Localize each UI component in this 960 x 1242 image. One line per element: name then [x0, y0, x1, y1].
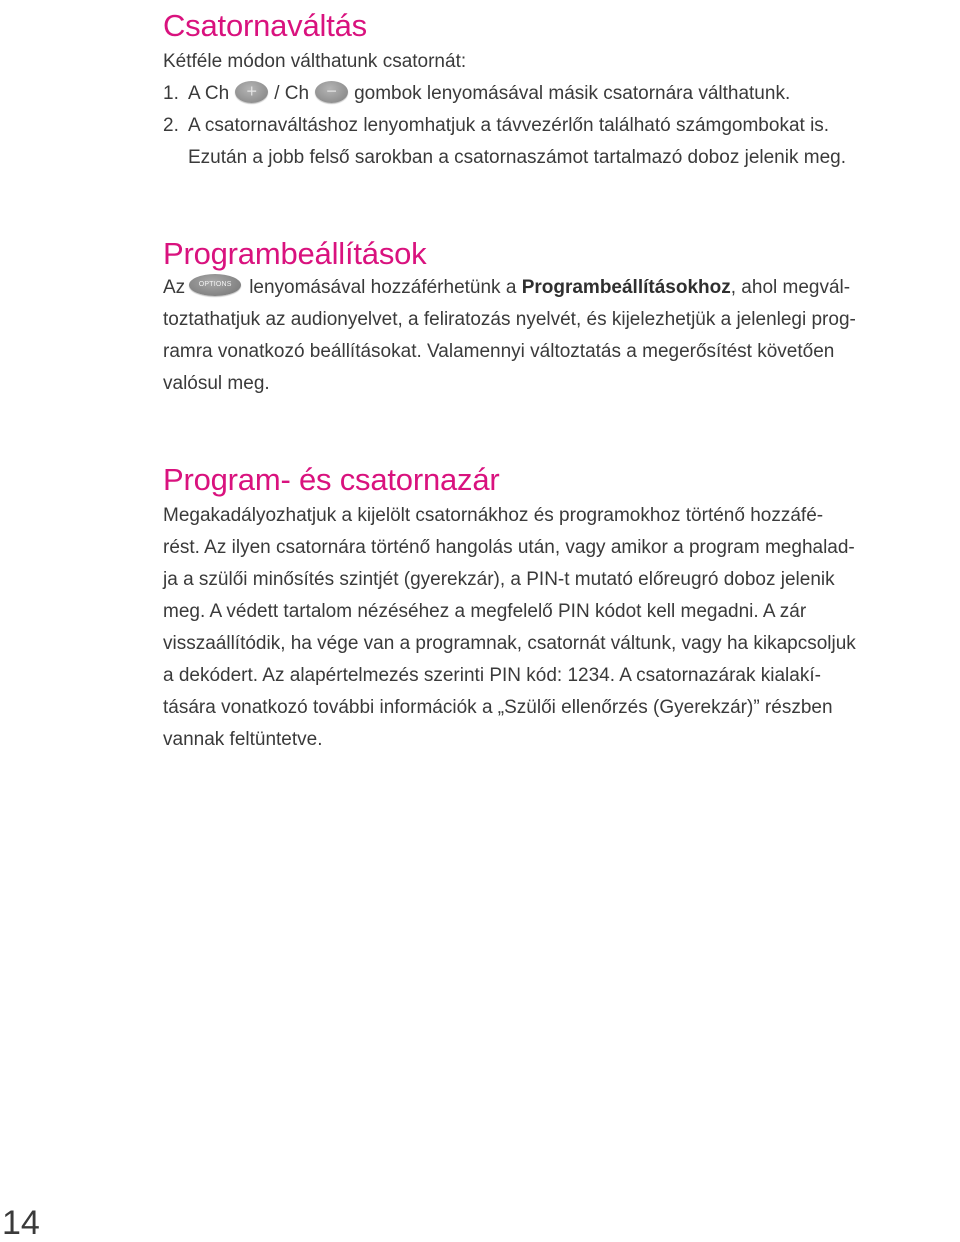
text-fragment: lenyomásával hozzáférhetünk a: [249, 277, 517, 298]
text-fragment: A Ch: [188, 83, 230, 104]
paragraph-line: valósul meg.: [163, 373, 270, 394]
list-number: 2.: [163, 115, 179, 136]
section-title: Programbeállítások: [163, 236, 427, 271]
paragraph-line: ja a szülői minősítés szintjét (gyerekzár), a PIN-t mutató előreugró doboz jelenik: [163, 569, 835, 590]
paragraph-line: rést. Az ilyen csatornára történő hangolás után, vagy amikor a program meghalad-: [163, 537, 855, 558]
list-text: A csatornaváltáshoz lenyomhatjuk a távvezérlőn található számgombokat is.: [188, 115, 830, 136]
text-fragment: , ahol megvál-: [730, 277, 851, 298]
page-number: 14: [2, 1204, 40, 1242]
plus-icon: +: [245, 83, 258, 100]
paragraph-line: visszaállítódik, ha vége van a programnak, csatornát váltunk, vagy ha kikapcsoljuk: [163, 633, 856, 654]
paragraph-line: Megakadályozhatjuk a kijelölt csatornákhoz és programokhoz történő hozzáfé-: [163, 505, 824, 526]
section-channel-switching: [163, 8, 933, 174]
paragraph-line: a dekódert. Az alapértelmezés szerinti PIN kód: 1234. A csatornazárak kialakí-: [163, 665, 821, 686]
list-text-continuation: Ezután a jobb felső sarokban a csatornaszámot tartalmazó doboz jelenik meg.: [188, 147, 846, 168]
options-button-icon: [189, 274, 241, 296]
section-title: Csatornaváltás: [163, 8, 367, 43]
list-item: [163, 78, 933, 110]
text-fragment: gombok lenyomásával másik csatornára válthatunk.: [354, 83, 791, 104]
list-number: 1.: [163, 83, 179, 104]
section-program-settings: [163, 236, 933, 400]
list-text: [188, 78, 790, 110]
section-parental-lock: [163, 462, 933, 756]
section-title: Program- és csatornazár: [163, 462, 500, 497]
text-fragment: Az: [163, 277, 186, 298]
paragraph-line: [163, 272, 933, 304]
list-item: [163, 110, 933, 142]
options-label: OPTIONS: [198, 280, 232, 288]
bold-term: Programbeállításokhoz: [521, 277, 731, 298]
paragraph-line: tására vonatkozó további információk a „Szülői ellenőrzés (Gyerekzár)” részben: [163, 697, 833, 718]
intro-text: Kétféle módon válthatunk csatornát:: [163, 51, 467, 72]
paragraph-line: meg. A védett tartalom nézéséhez a megfelelő PIN kódot kell megadni. A zár: [163, 601, 807, 622]
ch-plus-button-icon: [235, 81, 268, 103]
ch-minus-button-icon: [315, 81, 348, 103]
paragraph-line: toztathatjuk az audionyelvet, a feliratozás nyelvét, és kijelezhetjük a jelenlegi prog-: [163, 309, 856, 330]
paragraph-line: vannak feltüntetve.: [163, 729, 323, 750]
minus-icon: −: [325, 83, 338, 100]
text-fragment: / Ch: [274, 83, 310, 104]
paragraph-line: ramra vonatkozó beállításokat. Valamennyi változtatás a megerősítést követően: [163, 341, 835, 362]
